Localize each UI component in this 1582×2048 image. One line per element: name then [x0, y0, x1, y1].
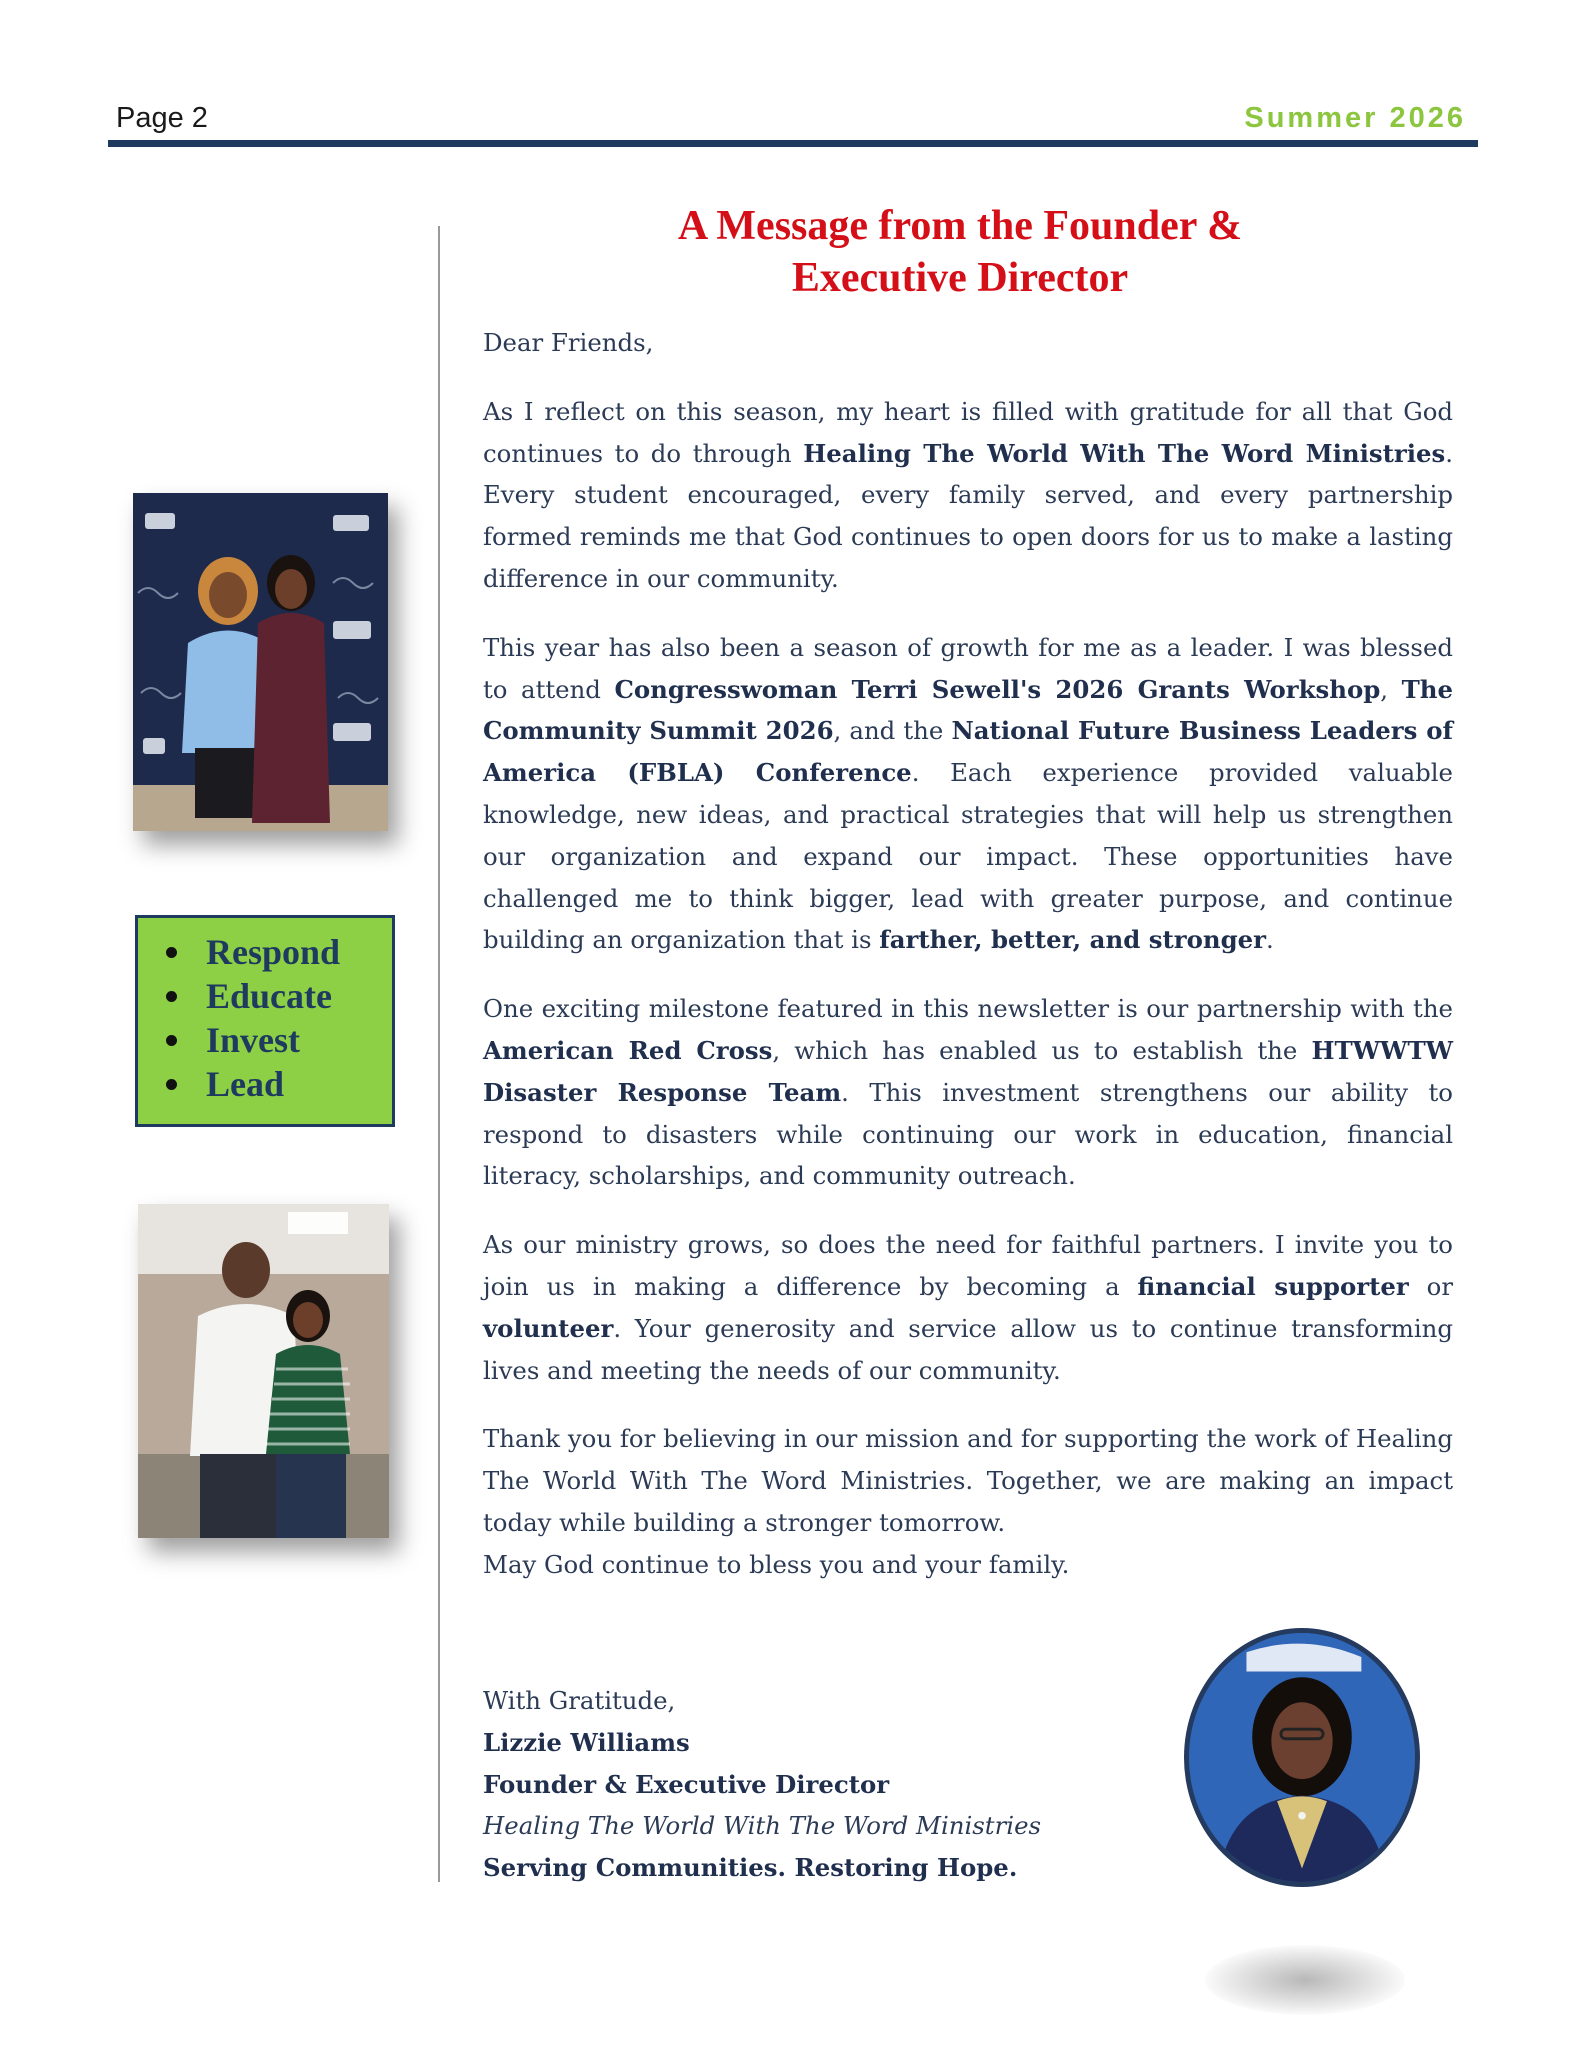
author-name: Lizzie Williams: [483, 1727, 690, 1757]
issue-season: Summer 2026: [1244, 102, 1466, 134]
text-run: or: [1408, 1271, 1453, 1301]
article-title: [600, 200, 1320, 304]
signoff-block: [483, 1680, 1183, 1889]
text-run: One exciting milestone featured in this newsletter is our partnership with the: [483, 994, 1453, 1024]
value-item: Invest: [160, 1018, 392, 1062]
partner-name: American Red Cross: [483, 1035, 773, 1065]
value-item: Lead: [160, 1062, 392, 1106]
author-portrait-image: [1189, 1633, 1415, 1882]
text-run: .: [1266, 925, 1274, 955]
emphasis: farther, better, and stronger: [879, 925, 1267, 955]
text-run: Thank you for believing in our mission and for supporting the work of Healing The World With The Word Ministries. Together, we are making an impact today while building a stronger tomorrow.: [483, 1424, 1453, 1537]
text-run: This year has also been a season of growth for me as a leader. I was blessed to attend: [483, 632, 1453, 704]
team-name: HTWWTW Disaster Response Team: [483, 1035, 1453, 1107]
greeting: Dear Friends,: [483, 328, 654, 357]
text-run: . Each experience provided valuable knowledge, new ideas, and practical strategies that will help us strengthen our organization and expand our impact. These opportunities have challenged me to think bigger, lead with greater purpose, and continue building an organization that is: [483, 758, 1453, 955]
paragraph-thanks: [483, 1418, 1453, 1585]
event-name: National Future Business Leaders of America (FBLA) Conference: [483, 716, 1453, 788]
article-title-line: Executive Director: [791, 255, 1129, 301]
partner-photo-image: [138, 1204, 389, 1538]
value-item: Respond: [160, 930, 392, 974]
partner-photo: [138, 1204, 389, 1538]
paragraph-milestone: [483, 988, 1453, 1197]
text-run: . This investment strengthens our ability to respond to disasters while continuing our work in education, financial literacy, scholarships, and community outreach.: [483, 1077, 1453, 1191]
paragraph-growth: [483, 627, 1453, 961]
text-run: . Your generosity and service allow us to continue transforming lives and meeting the needs of our community.: [483, 1313, 1453, 1385]
core-values-list: [160, 930, 392, 1106]
ministry-name: Healing The World With The Word Ministries: [803, 438, 1446, 468]
tagline: Serving Communities. Restoring Hope.: [483, 1853, 1018, 1883]
article-body: [483, 322, 1453, 1613]
page-number: Page 2: [116, 102, 208, 134]
portrait-shadow: [1205, 1945, 1405, 2015]
paragraph-gratitude: [483, 391, 1453, 600]
text-run: As our ministry grows, so does the need for faithful partners. I invite you to join us in making a difference by becoming a: [483, 1230, 1453, 1301]
closing: With Gratitude,: [483, 1686, 676, 1715]
author-portrait: [1184, 1628, 1420, 1887]
text-run: . Every student encouraged, every family served, and every partnership formed reminds me that God continues to open doors for us to make a lasting difference in our community.: [483, 438, 1453, 593]
value-item: Educate: [160, 974, 392, 1018]
event-photo-backdrop: [133, 493, 388, 831]
event-name: The Community Summit 2026: [483, 674, 1453, 746]
paragraph-invitation: [483, 1224, 1453, 1391]
organization-name: Healing The World With The Word Ministries: [483, 1811, 1042, 1841]
text-run: ,: [1380, 674, 1402, 704]
emphasis: financial supporter: [1137, 1271, 1409, 1301]
column-divider: [438, 226, 440, 1882]
event-photo-backdrop-image: [133, 493, 388, 831]
text-run: , and the: [833, 716, 952, 746]
article-title-line: A Message from the Founder &: [677, 203, 1243, 249]
blessing-line: May God continue to bless you and your family.: [483, 1549, 1070, 1579]
event-name: Congresswoman Terri Sewell's 2026 Grants Workshop: [614, 674, 1381, 704]
text-run: , which has enabled us to establish the: [772, 1035, 1312, 1065]
text-run: As I reflect on this season, my heart is filled with gratitude for all that God continues to do through: [483, 396, 1453, 468]
header-rule: [108, 140, 1478, 147]
emphasis: volunteer: [483, 1313, 614, 1343]
core-values-box: [135, 915, 395, 1127]
author-role: Founder & Executive Director: [483, 1769, 890, 1799]
